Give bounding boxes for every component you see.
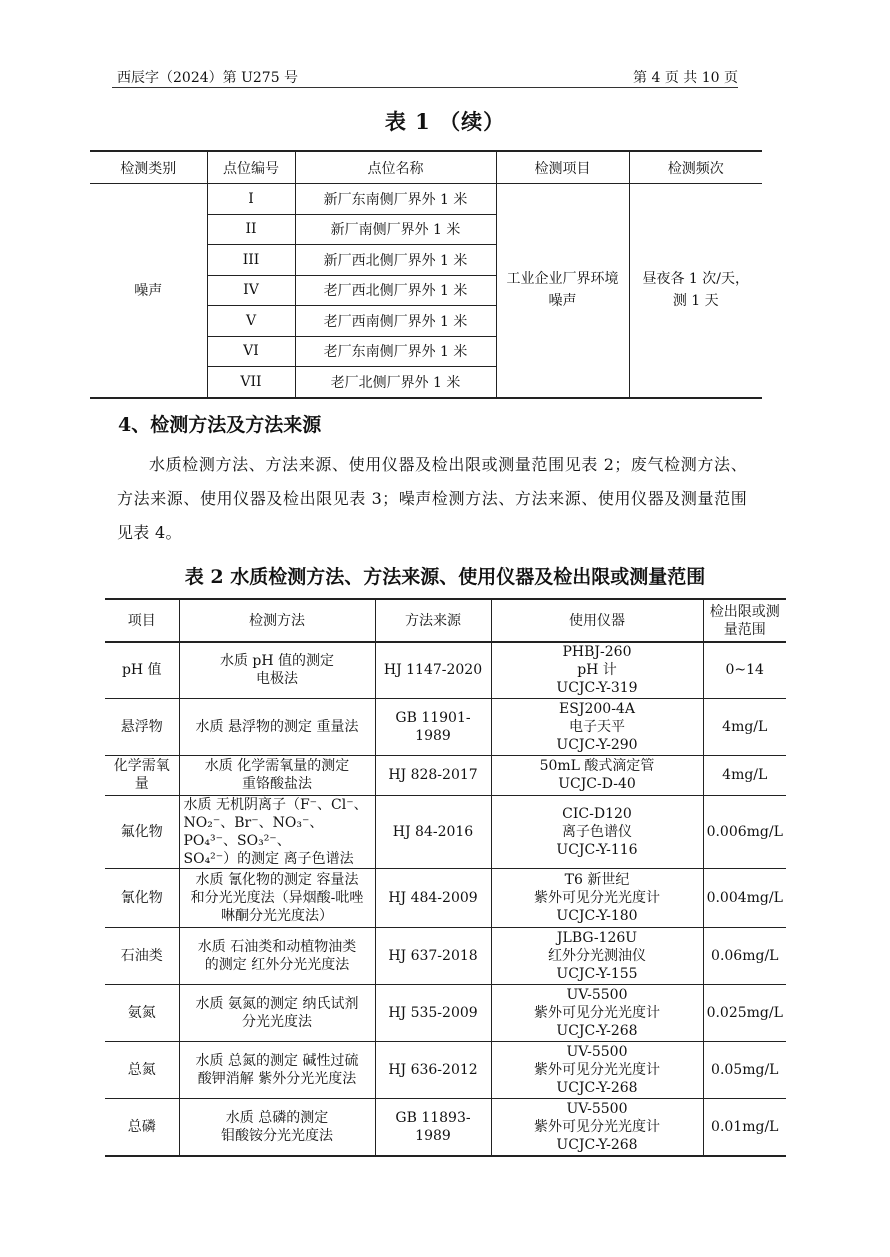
t1-point-code: IV xyxy=(207,275,295,306)
t2-source-cell: HJ 1147-2020 xyxy=(375,642,491,698)
t2-source-cell: HJ 636-2012 xyxy=(375,1041,491,1098)
t2-header-instrument: 使用仪器 xyxy=(491,599,703,642)
t2-instrument-cell-line: T6 新世纪 xyxy=(564,871,630,888)
t2-method-cell-line: NO₂⁻、Br⁻、NO₃⁻、PO₄³⁻、SO₃²⁻、 xyxy=(183,814,324,849)
t2-method-cell-line: 和分光光度法（异烟酸-吡唑 xyxy=(190,889,364,906)
t2-instrument-cell-line: UCJC-Y-268 xyxy=(556,1136,638,1153)
t2-instrument-cell-line: UCJC-Y-116 xyxy=(556,841,638,858)
t2-instrument-cell-line: 红外分光测油仪 xyxy=(548,947,646,964)
t2-source-cell: GB 11893-1989 xyxy=(375,1098,491,1156)
t2-method-cell-line: SO₄²⁻）的测定 离子色谱法 xyxy=(183,850,354,867)
table1-header-row xyxy=(90,151,762,184)
t1-header-category: 检测类别 xyxy=(90,151,207,184)
t2-source-cell: HJ 484-2009 xyxy=(375,868,491,927)
t2-instrument-cell-line: PHBJ-260 xyxy=(562,644,632,661)
t2-instrument-cell xyxy=(491,698,703,755)
t2-instrument-cell-line: UCJC-Y-180 xyxy=(556,907,638,924)
t1-header-code: 点位编号 xyxy=(207,151,295,184)
t2-instrument-cell-line: UCJC-D-40 xyxy=(558,776,636,792)
t1-point-code: I xyxy=(207,184,295,215)
t2-method-cell-line: 水质 石油类和动植物油类 xyxy=(197,938,357,955)
t2-instrument-cell xyxy=(491,927,703,984)
t2-method-cell-line: 分光光度法 xyxy=(242,1013,312,1030)
t1-point-code: II xyxy=(207,214,295,245)
t1-item-cell: 工业企业厂界环境噪声 xyxy=(496,184,629,398)
table-row xyxy=(105,1098,786,1156)
t2-instrument-cell-line: pH 计 xyxy=(577,662,617,679)
t2-instrument-cell-line: UCJC-Y-268 xyxy=(556,1079,638,1096)
t2-instrument-cell xyxy=(491,642,703,698)
table-row xyxy=(90,184,762,215)
t2-limit-cell: 4mg/L xyxy=(703,698,786,755)
t2-instrument-cell-line: 电子天平 xyxy=(569,718,625,735)
t2-instrument-cell xyxy=(491,1041,703,1098)
t2-instrument-cell-line: 紫外可见分光光度计 xyxy=(534,1004,660,1021)
t2-source-cell: HJ 637-2018 xyxy=(375,927,491,984)
t2-method-cell xyxy=(179,1041,375,1098)
section4-heading: 4、检测方法及方法来源 xyxy=(118,414,322,436)
t2-source-cell: HJ 535-2009 xyxy=(375,984,491,1041)
t2-method-cell-line: 啉酮分光光度法） xyxy=(221,907,333,924)
t2-instrument-cell-line: 离子色谱仪 xyxy=(562,823,632,840)
t1-point-name: 新厂西北侧厂界外 1 米 xyxy=(295,245,496,276)
t2-instrument-cell-line: UCJC-Y-290 xyxy=(556,736,638,753)
table-row xyxy=(105,795,786,868)
t2-instrument-cell-line: JLBG-126U xyxy=(556,929,638,946)
table-row xyxy=(105,984,786,1041)
t2-instrument-cell-line: 紫外可见分光光度计 xyxy=(534,889,660,906)
header-rule xyxy=(112,87,738,88)
table1-title: 表 1 （续） xyxy=(384,109,506,134)
t2-limit-cell: 0~14 xyxy=(703,642,786,698)
table1-noise-points xyxy=(90,150,762,399)
t2-instrument-cell-line: 紫外可见分光光度计 xyxy=(534,1118,660,1135)
t2-limit-cell: 0.06mg/L xyxy=(703,927,786,984)
t2-method-cell xyxy=(179,795,375,868)
t2-method-cell-line: 电极法 xyxy=(256,671,298,688)
t2-instrument-cell xyxy=(491,984,703,1041)
section4-paragraph: 水质检测方法、方法来源、使用仪器及检出限或测量范围见表 2；废气检测方法、方法来源、使用仪器及检出限见表 3；噪声检测方法、方法来源、使用仪器及测量范围见表 4。 xyxy=(117,455,747,542)
t2-method-cell xyxy=(179,868,375,927)
t2-item-cell: 氟化物 xyxy=(105,795,179,868)
t2-limit-cell: 0.006mg/L xyxy=(703,795,786,868)
t1-point-name: 新厂南侧厂界外 1 米 xyxy=(295,214,496,245)
t2-item-cell: 氨氮 xyxy=(105,984,179,1041)
page-indicator: 第 4 页 共 10 页 xyxy=(633,70,738,86)
t2-limit-cell: 0.05mg/L xyxy=(703,1041,786,1098)
t2-method-cell-line: 钼酸铵分光光度法 xyxy=(221,1127,333,1144)
t2-instrument-cell xyxy=(491,868,703,927)
t1-point-name: 老厂西南侧厂界外 1 米 xyxy=(295,306,496,337)
t2-instrument-cell-line: UCJC-Y-319 xyxy=(556,680,638,697)
t2-instrument-cell-line: UV-5500 xyxy=(566,1100,628,1117)
t2-item-cell: 悬浮物 xyxy=(105,698,179,755)
t1-point-name: 新厂东南侧厂界外 1 米 xyxy=(295,184,496,215)
t2-source-cell: GB 11901-1989 xyxy=(375,698,491,755)
t2-method-cell-line: 水质 化学需氧量的测定 xyxy=(204,758,350,774)
t2-item-cell: 化学需氧量 xyxy=(105,755,179,795)
table-row xyxy=(105,698,786,755)
t1-header-frequency: 检测频次 xyxy=(629,151,762,184)
t2-instrument-cell-line: UCJC-Y-155 xyxy=(556,965,638,982)
t2-instrument-cell-line: UV-5500 xyxy=(566,986,628,1003)
t2-method-cell xyxy=(179,927,375,984)
t1-point-code: V xyxy=(207,306,295,337)
table2-header-row xyxy=(105,599,786,642)
t2-method-cell xyxy=(179,984,375,1041)
t2-method-cell-line: 酸钾消解 紫外分光光度法 xyxy=(197,1070,357,1087)
t2-method-cell-line: 的测定 红外分光光度法 xyxy=(204,956,350,973)
table2-title: 表 2 水质检测方法、方法来源、使用仪器及检出限或测量范围 xyxy=(184,566,706,588)
t2-instrument-cell-line: UV-5500 xyxy=(566,1043,628,1060)
t2-item-cell: pH 值 xyxy=(105,642,179,698)
t1-frequency-cell: 昼夜各 1 次/天，测 1 天 xyxy=(629,184,762,398)
t2-header-item: 项目 xyxy=(105,599,179,642)
t2-item-cell: 总氮 xyxy=(105,1041,179,1098)
t2-instrument-cell-line: 紫外可见分光光度计 xyxy=(534,1061,660,1078)
t2-header-method: 检测方法 xyxy=(179,599,375,642)
t2-method-cell-line: 重铬酸盐法 xyxy=(242,776,312,792)
t2-instrument-cell xyxy=(491,1098,703,1156)
t2-method-cell xyxy=(179,1098,375,1156)
t2-instrument-cell-line: CIC-D120 xyxy=(562,805,632,822)
table-row xyxy=(105,1041,786,1098)
t1-point-code: VII xyxy=(207,367,295,398)
t1-header-item: 检测项目 xyxy=(496,151,629,184)
t2-item-cell: 总磷 xyxy=(127,1118,156,1135)
t2-instrument-cell xyxy=(491,755,703,795)
t1-point-name: 老厂东南侧厂界外 1 米 xyxy=(295,336,496,367)
t2-method-cell xyxy=(179,698,375,755)
t2-method-cell-line: 水质 悬浮物的测定 重量法 xyxy=(195,718,359,735)
t2-method-cell-line: 水质 总氮的测定 碱性过硫 xyxy=(195,1052,359,1069)
report-number: 西辰字（2024）第 U275 号 xyxy=(117,70,299,86)
table-row xyxy=(105,755,786,795)
t2-instrument-cell-line: UCJC-Y-268 xyxy=(556,1022,638,1039)
t1-category-cell: 噪声 xyxy=(90,184,207,398)
t2-instrument-cell-line: 50mL 酸式滴定管 xyxy=(539,758,655,774)
t2-source-cell: HJ 84-2016 xyxy=(375,795,491,868)
table2-water-methods xyxy=(105,598,786,1157)
t2-item-cell: 石油类 xyxy=(105,927,179,984)
t2-item-cell: 氰化物 xyxy=(105,868,179,927)
t2-limit-cell: 0.01mg/L xyxy=(703,1098,786,1156)
table-row xyxy=(105,642,786,698)
t1-point-code: VI xyxy=(207,336,295,367)
t2-method-cell-line: 水质 氨氮的测定 纳氏试剂 xyxy=(195,995,359,1012)
t1-point-code: III xyxy=(207,245,295,276)
t1-point-name: 老厂西北侧厂界外 1 米 xyxy=(295,275,496,306)
table-row xyxy=(105,868,786,927)
t2-method-cell-line: 水质 pH 值的测定 xyxy=(219,653,335,670)
t2-limit-cell: 0.025mg/L xyxy=(703,984,786,1041)
t2-source-cell: HJ 828-2017 xyxy=(375,755,491,795)
t2-instrument-cell xyxy=(491,795,703,868)
t2-method-cell-line: 水质 无机阴离子（F⁻、Cl⁻、 xyxy=(183,796,368,813)
t2-limit-cell: 0.004mg/L xyxy=(703,868,786,927)
t2-limit-cell: 4mg/L xyxy=(703,755,786,795)
t2-method-cell-line: 水质 氰化物的测定 容量法 xyxy=(195,871,359,888)
t2-instrument-cell-line: ESJ200-4A xyxy=(559,700,635,717)
t1-header-name: 点位名称 xyxy=(295,151,496,184)
t1-point-name: 老厂北侧厂界外 1 米 xyxy=(295,367,496,398)
t2-header-limit: 检出限或测量范围 xyxy=(703,599,786,642)
t2-method-cell xyxy=(179,642,375,698)
t2-header-source: 方法来源 xyxy=(375,599,491,642)
table-row xyxy=(105,927,786,984)
t2-method-cell xyxy=(179,755,375,795)
t2-method-cell-line: 水质 总磷的测定 xyxy=(225,1109,329,1126)
